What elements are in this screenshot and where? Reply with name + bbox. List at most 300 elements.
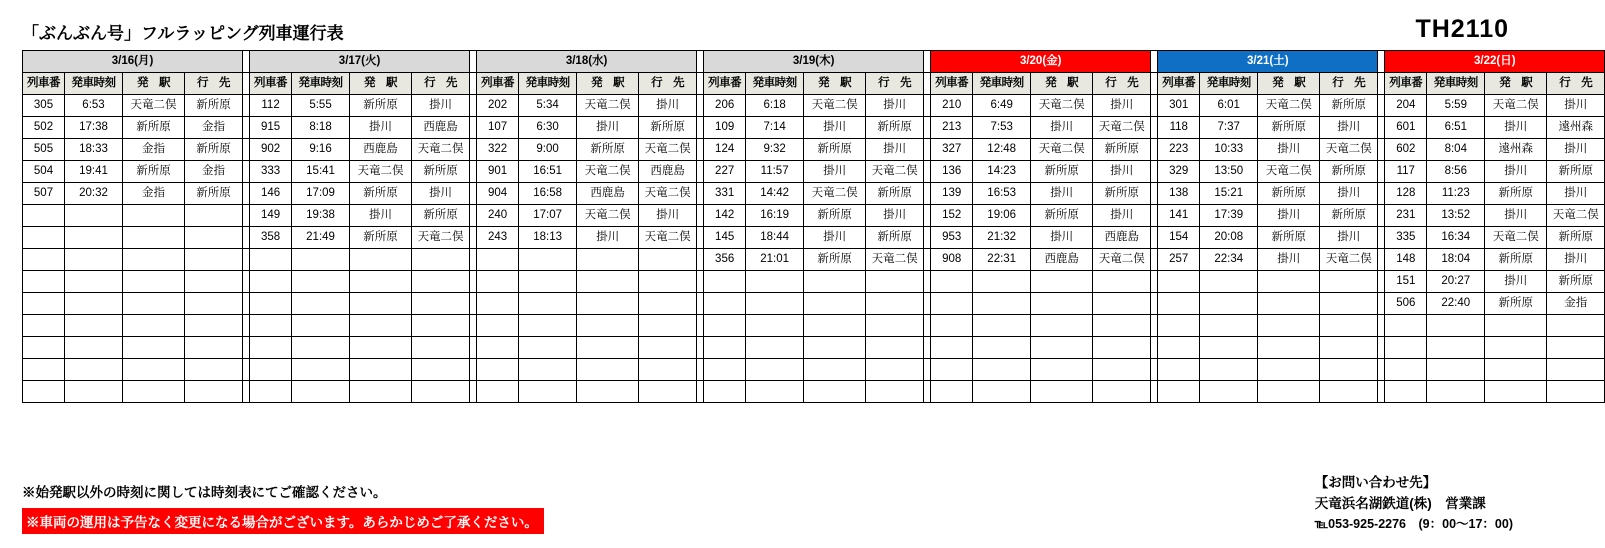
schedule-cell: [639, 337, 697, 359]
schedule-cell: 16:58: [519, 183, 577, 205]
schedule-cell: 天竜二俣: [866, 161, 924, 183]
column-gap: [924, 51, 931, 73]
schedule-cell: [1485, 315, 1547, 337]
schedule-cell: [704, 293, 746, 315]
schedule-cell: 356: [704, 249, 746, 271]
schedule-cell: 西鹿島: [412, 117, 470, 139]
schedule-cell: [804, 315, 866, 337]
schedule-cell: 7:53: [973, 117, 1031, 139]
schedule-cell: [65, 293, 123, 315]
column-gap: [243, 249, 250, 271]
column-gap: [470, 205, 477, 227]
column-gap: [697, 227, 704, 249]
schedule-cell: [65, 315, 123, 337]
schedule-cell: 112: [250, 95, 292, 117]
schedule-cell: [250, 271, 292, 293]
column-gap: [470, 117, 477, 139]
schedule-cell: [866, 337, 924, 359]
schedule-cell: 21:01: [746, 249, 804, 271]
schedule-cell: 17:39: [1200, 205, 1258, 227]
schedule-cell: [866, 359, 924, 381]
schedule-cell: 新所原: [123, 161, 185, 183]
schedule-cell: 6:51: [1427, 117, 1485, 139]
schedule-cell: [1200, 359, 1258, 381]
column-gap: [924, 117, 931, 139]
schedule-cell: 掛川: [1547, 139, 1605, 161]
column-gap: [470, 95, 477, 117]
schedule-cell: 139: [931, 183, 973, 205]
schedule-cell: 天竜二俣: [639, 183, 697, 205]
schedule-cell: [1547, 359, 1605, 381]
schedule-cell: 128: [1385, 183, 1427, 205]
column-gap: [697, 161, 704, 183]
column-gap: [924, 271, 931, 293]
schedule-cell: 15:21: [1200, 183, 1258, 205]
schedule-cell: 6:01: [1200, 95, 1258, 117]
table-row: [23, 337, 1605, 359]
schedule-cell: 新所原: [185, 183, 243, 205]
schedule-cell: [866, 381, 924, 403]
schedule-cell: [704, 381, 746, 403]
schedule-cell: 10:33: [1200, 139, 1258, 161]
schedule-cell: 322: [477, 139, 519, 161]
schedule-cell: 新所原: [1258, 117, 1320, 139]
schedule-cell: [23, 293, 65, 315]
column-header-3: 行 先: [639, 73, 697, 95]
schedule-cell: 掛川: [1258, 249, 1320, 271]
schedule-cell: 新所原: [1485, 293, 1547, 315]
schedule-cell: 7:37: [1200, 117, 1258, 139]
schedule-cell: 掛川: [1485, 205, 1547, 227]
column-gap: [697, 315, 704, 337]
schedule-cell: [804, 359, 866, 381]
column-gap: [924, 205, 931, 227]
schedule-cell: 11:57: [746, 161, 804, 183]
schedule-cell: 13:50: [1200, 161, 1258, 183]
schedule-cell: 240: [477, 205, 519, 227]
schedule-cell: 新所原: [1031, 205, 1093, 227]
schedule-cell: 掛川: [1485, 271, 1547, 293]
schedule-cell: [1320, 337, 1378, 359]
schedule-cell: 953: [931, 227, 973, 249]
schedule-cell: [639, 315, 697, 337]
schedule-cell: [1320, 315, 1378, 337]
schedule-cell: [639, 293, 697, 315]
schedule-cell: [292, 293, 350, 315]
schedule-cell: [804, 293, 866, 315]
schedule-cell: 新所原: [866, 117, 924, 139]
schedule-cell: [1427, 381, 1485, 403]
schedule-cell: [1547, 381, 1605, 403]
column-gap: [1378, 359, 1385, 381]
schedule-cell: 金指: [185, 117, 243, 139]
schedule-cell: [123, 249, 185, 271]
schedule-cell: [746, 315, 804, 337]
schedule-cell: 掛川: [639, 205, 697, 227]
schedule-cell: [350, 293, 412, 315]
schedule-cell: 掛川: [804, 161, 866, 183]
schedule-cell: 新所原: [866, 227, 924, 249]
schedule-cell: 天竜二俣: [412, 227, 470, 249]
schedule-cell: [973, 315, 1031, 337]
schedule-cell: 145: [704, 227, 746, 249]
schedule-cell: 新所原: [350, 95, 412, 117]
train-schedule-table: [22, 50, 1605, 403]
table-row: [23, 315, 1605, 337]
schedule-cell: 141: [1158, 205, 1200, 227]
column-gap: [1151, 293, 1158, 315]
column-gap: [470, 315, 477, 337]
column-gap: [470, 183, 477, 205]
schedule-cell: 331: [704, 183, 746, 205]
schedule-cell: [1158, 293, 1200, 315]
column-gap: [243, 95, 250, 117]
column-gap: [924, 73, 931, 95]
schedule-cell: [931, 315, 973, 337]
schedule-cell: 16:34: [1427, 227, 1485, 249]
schedule-cell: 金指: [185, 161, 243, 183]
schedule-cell: 231: [1385, 205, 1427, 227]
schedule-cell: 243: [477, 227, 519, 249]
column-gap: [470, 227, 477, 249]
schedule-cell: [577, 249, 639, 271]
schedule-cell: [477, 249, 519, 271]
schedule-cell: [350, 359, 412, 381]
schedule-cell: 305: [23, 95, 65, 117]
schedule-cell: 掛川: [412, 183, 470, 205]
column-header-0: 列車番: [1385, 73, 1427, 95]
schedule-cell: [1200, 271, 1258, 293]
column-gap: [1378, 117, 1385, 139]
schedule-cell: 5:34: [519, 95, 577, 117]
column-gap: [470, 381, 477, 403]
table-row: [23, 95, 1605, 117]
schedule-cell: 天竜二俣: [1093, 117, 1151, 139]
schedule-cell: [639, 271, 697, 293]
schedule-cell: [746, 381, 804, 403]
schedule-cell: [519, 293, 577, 315]
schedule-cell: 天竜二俣: [412, 139, 470, 161]
schedule-cell: 146: [250, 183, 292, 205]
schedule-cell: 天竜二俣: [1547, 205, 1605, 227]
schedule-cell: 新所原: [1031, 161, 1093, 183]
schedule-cell: [931, 337, 973, 359]
column-header-0: 列車番: [250, 73, 292, 95]
schedule-cell: [477, 293, 519, 315]
schedule-cell: 17:09: [292, 183, 350, 205]
schedule-cell: 新所原: [804, 249, 866, 271]
column-gap: [697, 293, 704, 315]
schedule-cell: [804, 337, 866, 359]
column-gap: [924, 359, 931, 381]
day-header-5: 3/20(金): [931, 51, 1151, 73]
schedule-cell: [931, 381, 973, 403]
schedule-cell: [1427, 359, 1485, 381]
column-gap: [924, 249, 931, 271]
column-gap: [1378, 249, 1385, 271]
schedule-cell: [1031, 381, 1093, 403]
schedule-cell: [1158, 315, 1200, 337]
schedule-cell: [577, 293, 639, 315]
schedule-cell: 16:51: [519, 161, 577, 183]
schedule-cell: [973, 359, 1031, 381]
table-row: [23, 381, 1605, 403]
schedule-cell: [519, 359, 577, 381]
schedule-cell: 掛川: [1031, 183, 1093, 205]
schedule-cell: 天竜二俣: [639, 139, 697, 161]
day-header-row: [23, 51, 1605, 73]
schedule-cell: [1320, 359, 1378, 381]
schedule-cell: 12:48: [973, 139, 1031, 161]
schedule-cell: [639, 359, 697, 381]
column-header-1: 発車時刻: [1427, 73, 1485, 95]
schedule-cell: [185, 227, 243, 249]
schedule-cell: [1258, 381, 1320, 403]
schedule-cell: 505: [23, 139, 65, 161]
schedule-cell: 新所原: [1547, 271, 1605, 293]
schedule-cell: 22:40: [1427, 293, 1485, 315]
schedule-cell: 新所原: [1485, 183, 1547, 205]
schedule-cell: [519, 337, 577, 359]
schedule-cell: 掛川: [1320, 117, 1378, 139]
schedule-cell: [292, 315, 350, 337]
schedule-cell: [185, 205, 243, 227]
column-gap: [697, 183, 704, 205]
column-gap: [1378, 205, 1385, 227]
schedule-cell: [123, 227, 185, 249]
column-gap: [1151, 227, 1158, 249]
schedule-cell: [1485, 359, 1547, 381]
column-gap: [1151, 161, 1158, 183]
schedule-cell: 新所原: [412, 205, 470, 227]
column-header-row: [23, 73, 1605, 95]
schedule-cell: 掛川: [1031, 117, 1093, 139]
schedule-cell: 206: [704, 95, 746, 117]
contact-organization: 天竜浜名湖鉄道(株) 営業課: [1314, 495, 1486, 511]
schedule-cell: 天竜二俣: [1093, 249, 1151, 271]
column-header-1: 発車時刻: [519, 73, 577, 95]
schedule-cell: [477, 315, 519, 337]
schedule-cell: 遠州森: [1485, 139, 1547, 161]
schedule-cell: [412, 315, 470, 337]
schedule-cell: 掛川: [350, 205, 412, 227]
schedule-cell: 5:59: [1427, 95, 1485, 117]
schedule-cell: [23, 205, 65, 227]
column-gap: [697, 205, 704, 227]
column-header-0: 列車番: [931, 73, 973, 95]
column-header-2: 発 駅: [577, 73, 639, 95]
schedule-cell: 18:33: [65, 139, 123, 161]
schedule-cell: 新所原: [639, 117, 697, 139]
schedule-cell: 新所原: [866, 183, 924, 205]
column-gap: [470, 293, 477, 315]
schedule-cell: [123, 293, 185, 315]
schedule-cell: 掛川: [577, 227, 639, 249]
schedule-cell: 天竜二俣: [577, 205, 639, 227]
column-header-0: 列車番: [477, 73, 519, 95]
schedule-cell: [185, 271, 243, 293]
column-header-1: 発車時刻: [1200, 73, 1258, 95]
column-gap: [924, 293, 931, 315]
schedule-cell: 西鹿島: [1093, 227, 1151, 249]
schedule-cell: [1200, 381, 1258, 403]
schedule-cell: [477, 381, 519, 403]
schedule-cell: 天竜二俣: [577, 161, 639, 183]
column-gap: [243, 271, 250, 293]
schedule-cell: 天竜二俣: [123, 95, 185, 117]
schedule-cell: 掛川: [866, 205, 924, 227]
schedule-cell: 329: [1158, 161, 1200, 183]
schedule-cell: [973, 381, 1031, 403]
schedule-cell: 148: [1385, 249, 1427, 271]
column-gap: [243, 359, 250, 381]
column-gap: [470, 359, 477, 381]
schedule-cell: [931, 271, 973, 293]
schedule-cell: 22:34: [1200, 249, 1258, 271]
schedule-cell: [704, 337, 746, 359]
schedule-cell: 21:49: [292, 227, 350, 249]
schedule-cell: 新所原: [412, 161, 470, 183]
table-row: [23, 161, 1605, 183]
column-header-3: 行 先: [1093, 73, 1151, 95]
schedule-cell: 掛川: [1320, 227, 1378, 249]
column-header-0: 列車番: [704, 73, 746, 95]
schedule-cell: 19:38: [292, 205, 350, 227]
schedule-cell: [250, 249, 292, 271]
schedule-cell: [519, 249, 577, 271]
column-gap: [470, 139, 477, 161]
schedule-cell: [577, 359, 639, 381]
schedule-cell: [65, 359, 123, 381]
column-gap: [470, 51, 477, 73]
schedule-cell: 掛川: [1485, 161, 1547, 183]
schedule-cell: 天竜二俣: [1320, 139, 1378, 161]
schedule-cell: [746, 337, 804, 359]
table-row: [23, 271, 1605, 293]
column-header-1: 発車時刻: [746, 73, 804, 95]
schedule-cell: 227: [704, 161, 746, 183]
day-header-3: 3/18(水): [477, 51, 697, 73]
schedule-cell: 新所原: [1320, 205, 1378, 227]
column-gap: [924, 95, 931, 117]
schedule-cell: [1031, 359, 1093, 381]
schedule-cell: 20:27: [1427, 271, 1485, 293]
schedule-cell: [123, 271, 185, 293]
schedule-cell: [65, 205, 123, 227]
schedule-cell: [704, 315, 746, 337]
contact-telephone: ℡053-925-2276 (9：00～17：00): [1314, 516, 1513, 531]
schedule-cell: [1385, 337, 1427, 359]
schedule-cell: 149: [250, 205, 292, 227]
column-gap: [243, 381, 250, 403]
schedule-cell: 204: [1385, 95, 1427, 117]
schedule-cell: [1258, 359, 1320, 381]
column-header-1: 発車時刻: [292, 73, 350, 95]
schedule-cell: [1200, 337, 1258, 359]
schedule-cell: [65, 337, 123, 359]
column-gap: [243, 293, 250, 315]
schedule-cell: 9:16: [292, 139, 350, 161]
schedule-cell: [519, 315, 577, 337]
schedule-cell: 142: [704, 205, 746, 227]
column-gap: [697, 249, 704, 271]
schedule-cell: [1258, 271, 1320, 293]
column-gap: [697, 95, 704, 117]
schedule-cell: [746, 359, 804, 381]
schedule-cell: [23, 337, 65, 359]
column-gap: [1151, 249, 1158, 271]
schedule-cell: [866, 271, 924, 293]
schedule-cell: 16:19: [746, 205, 804, 227]
schedule-cell: [412, 249, 470, 271]
column-header-3: 行 先: [185, 73, 243, 95]
schedule-cell: 18:44: [746, 227, 804, 249]
schedule-cell: [866, 293, 924, 315]
schedule-cell: [1385, 359, 1427, 381]
column-gap: [243, 51, 250, 73]
schedule-cell: [65, 271, 123, 293]
schedule-cell: 新所原: [123, 117, 185, 139]
schedule-cell: [65, 227, 123, 249]
schedule-cell: 6:18: [746, 95, 804, 117]
schedule-cell: 5:55: [292, 95, 350, 117]
schedule-cell: 901: [477, 161, 519, 183]
schedule-cell: [23, 315, 65, 337]
column-gap: [1378, 381, 1385, 403]
schedule-cell: [412, 359, 470, 381]
schedule-cell: 天竜二俣: [1320, 249, 1378, 271]
column-gap: [924, 381, 931, 403]
column-header-0: 列車番: [23, 73, 65, 95]
schedule-cell: [1485, 337, 1547, 359]
schedule-cell: [250, 359, 292, 381]
schedule-cell: 915: [250, 117, 292, 139]
column-gap: [1378, 183, 1385, 205]
schedule-cell: 掛川: [1093, 205, 1151, 227]
column-gap: [1378, 95, 1385, 117]
schedule-cell: 8:18: [292, 117, 350, 139]
schedule-cell: [931, 293, 973, 315]
table-row: [23, 205, 1605, 227]
schedule-cell: 109: [704, 117, 746, 139]
schedule-cell: 西鹿島: [1031, 249, 1093, 271]
schedule-cell: 908: [931, 249, 973, 271]
schedule-cell: 8:56: [1427, 161, 1485, 183]
schedule-cell: [804, 271, 866, 293]
schedule-cell: [250, 293, 292, 315]
column-gap: [1151, 183, 1158, 205]
schedule-cell: 金指: [123, 139, 185, 161]
schedule-cell: 新所原: [1547, 227, 1605, 249]
schedule-cell: 天竜二俣: [577, 95, 639, 117]
column-header-2: 発 駅: [350, 73, 412, 95]
schedule-cell: 17:38: [65, 117, 123, 139]
schedule-cell: [1093, 293, 1151, 315]
schedule-cell: 掛川: [804, 117, 866, 139]
schedule-cell: [185, 293, 243, 315]
schedule-cell: 天竜二俣: [350, 161, 412, 183]
page-title: 「ぶんぶん号」フルラッピング列車運行表: [22, 24, 344, 43]
schedule-cell: 天竜二俣: [639, 227, 697, 249]
schedule-cell: [185, 249, 243, 271]
schedule-cell: [292, 271, 350, 293]
schedule-cell: 新所原: [1485, 249, 1547, 271]
schedule-cell: [23, 359, 65, 381]
column-gap: [243, 183, 250, 205]
column-header-2: 発 駅: [1258, 73, 1320, 95]
schedule-cell: 14:23: [973, 161, 1031, 183]
schedule-cell: [350, 337, 412, 359]
